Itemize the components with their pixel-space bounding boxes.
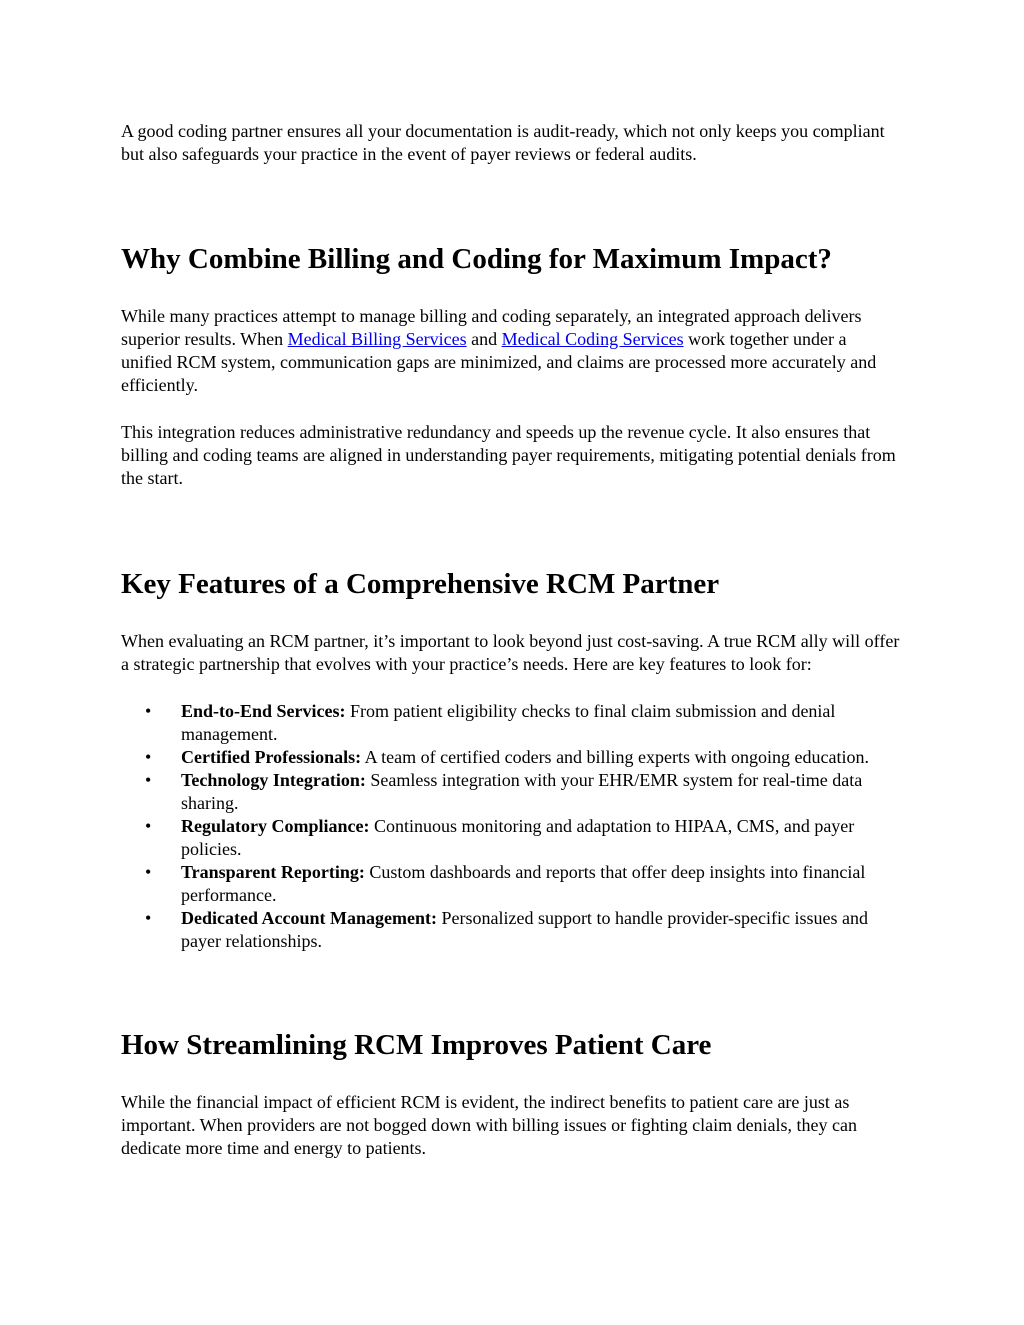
feature-term: Dedicated Account Management:: [181, 908, 437, 928]
why-p1-text-c: work together under a unified RCM system, communication gaps are minimized, and claims are processed more accurately and efficiently.: [121, 329, 877, 395]
bullet-icon: •: [145, 816, 152, 836]
list-item: [121, 907, 901, 953]
list-item: [121, 861, 901, 907]
list-item: [121, 815, 901, 861]
feature-term: Certified Professionals:: [181, 747, 362, 767]
intro-paragraph: A good coding partner ensures all your documentation is audit-ready, which not only keeps you compliant but also safeguards your practice in the event of payer reviews or federal audits.: [121, 121, 885, 164]
why-paragraph-2: This integration reduces administrative redundancy and speeds up the revenue cycle. It also ensures that billing and coding teams are aligned in understanding payer requirements, mitigating potential denials from the start.: [121, 422, 896, 488]
list-item: [121, 746, 901, 769]
how-paragraph-1: While the financial impact of efficient RCM is evident, the indirect benefits to patient care are just as important. When providers are not bogged down with billing issues or fighting claim denials, they can dedicate more time and energy to patients.: [121, 1092, 858, 1158]
feature-term: Regulatory Compliance:: [181, 816, 370, 836]
feature-desc: Seamless integration with your EHR/EMR system for real-time data sharing.: [181, 770, 863, 813]
heading-key-features: Key Features of a Comprehensive RCM Partner: [121, 568, 720, 600]
medical-billing-services-link[interactable]: Medical Billing Services: [287, 329, 467, 349]
why-paragraph-1: [121, 305, 901, 397]
heading-how-streamlining: How Streamlining RCM Improves Patient Care: [121, 1029, 712, 1061]
document-page: [121, 120, 901, 1160]
bullet-icon: •: [145, 862, 152, 882]
medical-coding-services-link[interactable]: Medical Coding Services: [501, 329, 684, 349]
key-paragraph-1: When evaluating an RCM partner, it’s important to look beyond just cost-saving. A true RCM ally will offer a strategic partnership that evolves with your practice’s needs. Here are key features to look for:: [121, 631, 900, 674]
bullet-icon: •: [145, 770, 152, 790]
feature-desc: A team of certified coders and billing experts with ongoing education.: [361, 747, 870, 767]
bullet-icon: •: [145, 908, 152, 928]
why-p1-text-b: and: [466, 329, 502, 349]
features-list: [121, 700, 901, 953]
feature-desc: From patient eligibility checks to final claim submission and denial management.: [181, 701, 836, 744]
heading-why-combine: Why Combine Billing and Coding for Maximum Impact?: [121, 243, 832, 275]
list-item: [121, 700, 901, 746]
bullet-icon: •: [145, 701, 152, 721]
feature-term: Technology Integration:: [181, 770, 366, 790]
feature-desc: Personalized support to handle provider-specific issues and payer relationships.: [181, 908, 868, 951]
why-p1-text-a: While many practices attempt to manage billing and coding separately, an integrated approach delivers superior results. When: [121, 306, 862, 349]
list-item: [121, 769, 901, 815]
feature-term: Transparent Reporting:: [181, 862, 365, 882]
feature-term: End-to-End Services:: [181, 701, 346, 721]
bullet-icon: •: [145, 747, 152, 767]
feature-desc: Continuous monitoring and adaptation to HIPAA, CMS, and payer policies.: [181, 816, 855, 859]
feature-desc: Custom dashboards and reports that offer deep insights into financial performance.: [181, 862, 866, 905]
